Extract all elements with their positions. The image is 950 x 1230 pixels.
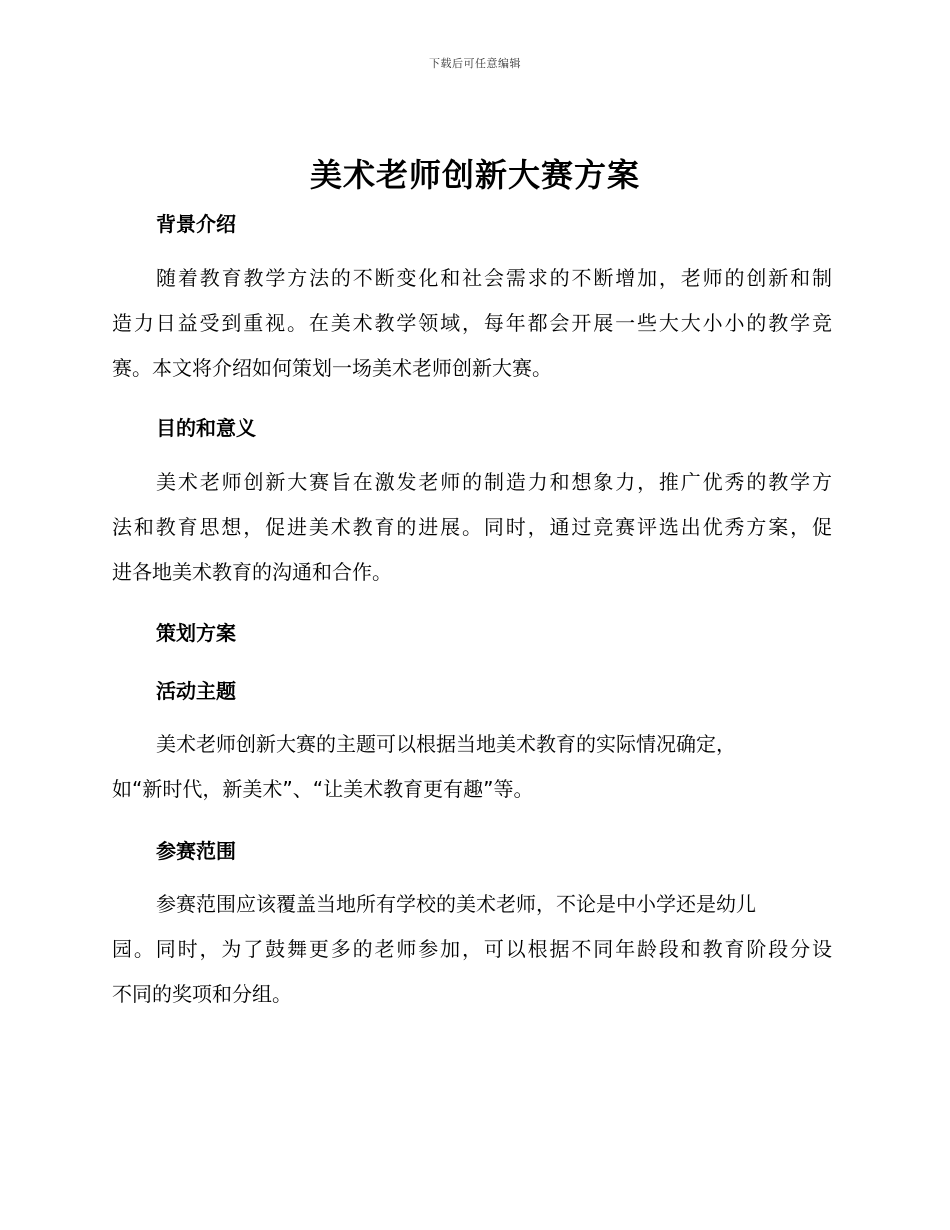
page-header-note: 下载后可任意编辑 <box>429 57 521 70</box>
paragraph-line: 进各地美术教育的沟通和合作。 <box>112 560 392 584</box>
paragraph-purpose <box>112 460 832 595</box>
section-heading-purpose: 目的和意义 <box>156 416 256 440</box>
paragraph-theme <box>112 722 832 812</box>
paragraph-line: 不同的奖项和分组。 <box>112 982 292 1006</box>
paragraph-line: 赛。本文将介绍如何策划一场美术老师创新大赛。 <box>112 356 552 380</box>
section-heading-theme: 活动主题 <box>156 679 236 703</box>
paragraph-line: 美术老师创新大赛旨在激发老师的制造力和想象力，推广优秀的教学方 <box>156 470 832 494</box>
paragraph-line: 随着教育教学方法的不断变化和社会需求的不断增加，老师的创新和制 <box>156 266 832 290</box>
paragraph-background <box>112 256 832 391</box>
paragraph-scope <box>112 882 832 1017</box>
paragraph-line: 园。同时，为了鼓舞更多的老师参加，可以根据不同年龄段和教育阶段分设 <box>112 937 832 961</box>
paragraph-line: 参赛范围应该覆盖当地所有学校的美术老师，不论是中小学还是幼儿 <box>156 892 756 916</box>
section-heading-plan: 策划方案 <box>156 621 236 645</box>
document-title: 美术老师创新大赛方案 <box>309 156 640 194</box>
section-heading-scope: 参赛范围 <box>156 839 236 863</box>
paragraph-line: 如“新时代，新美术”、“让美术教育更有趣”等。 <box>112 777 534 801</box>
paragraph-line: 造力日益受到重视。在美术教学领域，每年都会开展一些大大小小的教学竞 <box>112 311 832 335</box>
paragraph-line: 法和教育思想，促进美术教育的进展。同时，通过竞赛评选出优秀方案，促 <box>112 515 832 539</box>
paragraph-line: 美术老师创新大赛的主题可以根据当地美术教育的实际情况确定， <box>156 732 736 756</box>
section-heading-background: 背景介绍 <box>156 212 236 236</box>
